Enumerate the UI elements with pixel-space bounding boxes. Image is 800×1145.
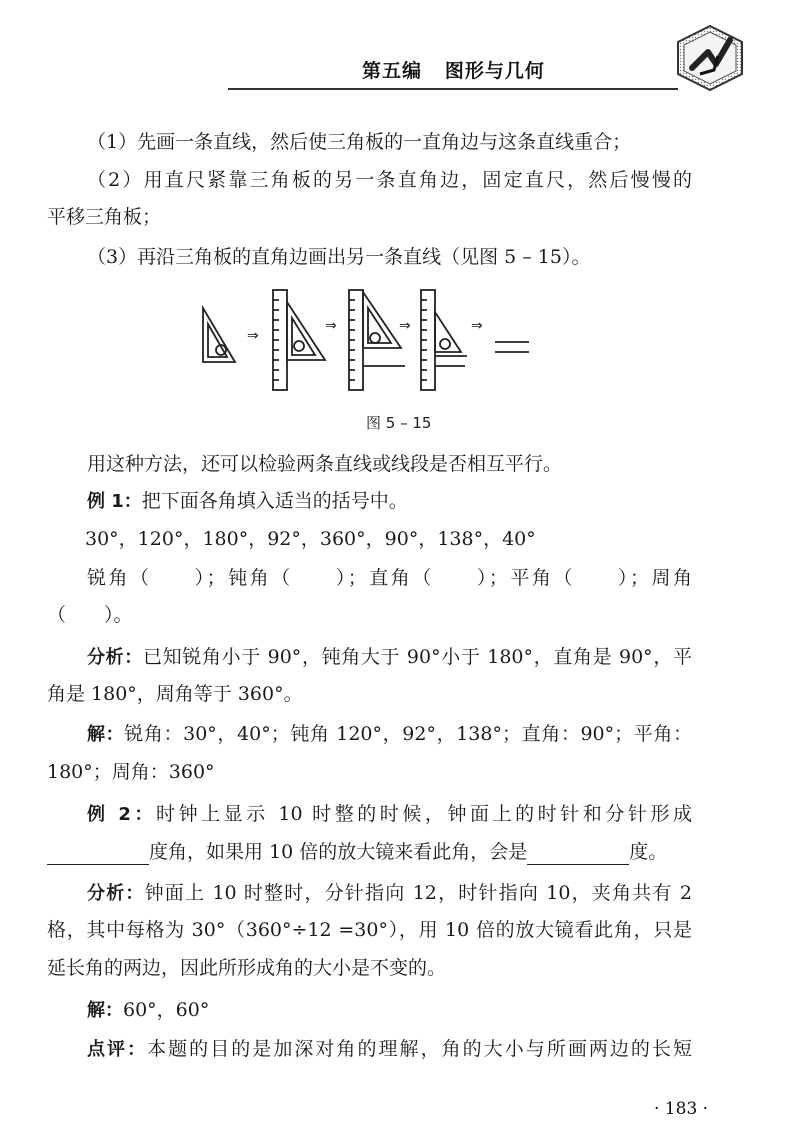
example-2-question-mid: 度角，如果用 10 倍的放大镜来看此角，会是 xyxy=(149,841,528,863)
analysis-label: 分析： xyxy=(87,647,143,668)
geometry-logo-icon xyxy=(670,18,750,98)
ruler-stage-3 xyxy=(349,290,405,390)
analysis-label: 分析： xyxy=(87,883,145,904)
example-2-question-end: 度。 xyxy=(629,841,668,863)
angle-values: 30°，120°，180°，92°，360°，90°，138°，40° xyxy=(85,528,536,550)
answer-blank-2[interactable] xyxy=(527,844,629,865)
arrow-2: ⇒ xyxy=(325,318,337,334)
header-rule xyxy=(228,88,678,90)
comment xyxy=(87,1036,692,1063)
page-number: · 183 · xyxy=(654,1099,709,1119)
example-2-question-text: 时钟上显示 10 时整的时候，钟面上的时针和分针形成 xyxy=(156,803,692,825)
example-1-label: 例 1： xyxy=(87,491,142,512)
answer-text: 60°，60° xyxy=(123,999,210,1021)
example-2-analysis-cont-2: 延长角的两边，因此所形成角的大小是不变的。 xyxy=(47,957,447,979)
figure-caption: 图 5 – 15 xyxy=(366,414,432,432)
answer-blank-1[interactable] xyxy=(47,844,149,865)
ruler-stage-2 xyxy=(273,290,325,390)
parallel-line-drawing-figure xyxy=(195,286,535,398)
example-1-answer-cont: 180°；周角：360° xyxy=(47,761,215,783)
analysis-text-1: 已知锐角小于 90°，钝角大于 90°小于 180°，直角是 90°，平 xyxy=(142,646,692,668)
running-header xyxy=(362,56,545,83)
example-1-analysis-cont: 角是 180°，周角等于 360°。 xyxy=(47,683,303,705)
example-2-answer xyxy=(87,997,209,1024)
parallel-lines-result xyxy=(495,342,529,352)
step-1: （1）先画一条直线，然后使三角板的一直角边与这条直线重合； xyxy=(87,131,632,153)
arrow-3: ⇒ xyxy=(399,318,411,334)
example-2-analysis-cont-1: 格，其中每格为 30°（360°÷12 =30°），用 10 倍的放大镜看此角，只是 xyxy=(47,919,692,941)
blanks-line-1: 锐角（ ）；钝角（ ）；直角（ ）；平角（ ）；周角 xyxy=(87,567,692,589)
analysis-text-1: 钟面上 10 时整时，分针指向 12，时针指向 10，夹角共有 2 xyxy=(144,882,693,904)
example-2-question xyxy=(87,801,692,828)
example-1-answer xyxy=(87,721,692,748)
example-2-analysis xyxy=(87,880,692,907)
example-2-question-cont xyxy=(47,839,667,865)
example-1-question-text: 把下面各角填入适当的括号中。 xyxy=(141,490,408,512)
comment-label: 点评： xyxy=(87,1039,148,1060)
example-1-question xyxy=(87,488,408,515)
step-2-cont: 平移三角板； xyxy=(47,206,162,228)
step-2: （2）用直尺紧靠三角板的另一条直角边，固定直尺，然后慢慢的 xyxy=(87,169,692,191)
answer-label: 解： xyxy=(87,724,125,745)
chapter-label: 第五编 xyxy=(362,60,423,82)
arrow-1: ⇒ xyxy=(247,328,259,344)
example-1-analysis xyxy=(87,644,692,671)
blanks-line-2: （ ）。 xyxy=(47,604,133,626)
step-3: （3）再沿三角板的直角边画出另一条直线（见图 5 – 15）。 xyxy=(87,246,591,268)
answer-text-1: 锐角：30°，40°；钝角 120°，92°，138°；直角：90°；平角： xyxy=(124,723,692,745)
ruler-stage-4 xyxy=(421,290,467,390)
method-note: 用这种方法，还可以检验两条直线或线段是否相互平行。 xyxy=(87,453,563,475)
example-2-label: 例 2： xyxy=(87,804,157,825)
comment-text: 本题的目的是加深对角的理解，角的大小与所画两边的长短 xyxy=(147,1038,692,1060)
answer-label: 解： xyxy=(87,1000,123,1021)
chapter-title: 图形与几何 xyxy=(444,60,545,82)
arrow-4: ⇒ xyxy=(471,318,483,334)
set-square-stage-1 xyxy=(203,308,235,362)
